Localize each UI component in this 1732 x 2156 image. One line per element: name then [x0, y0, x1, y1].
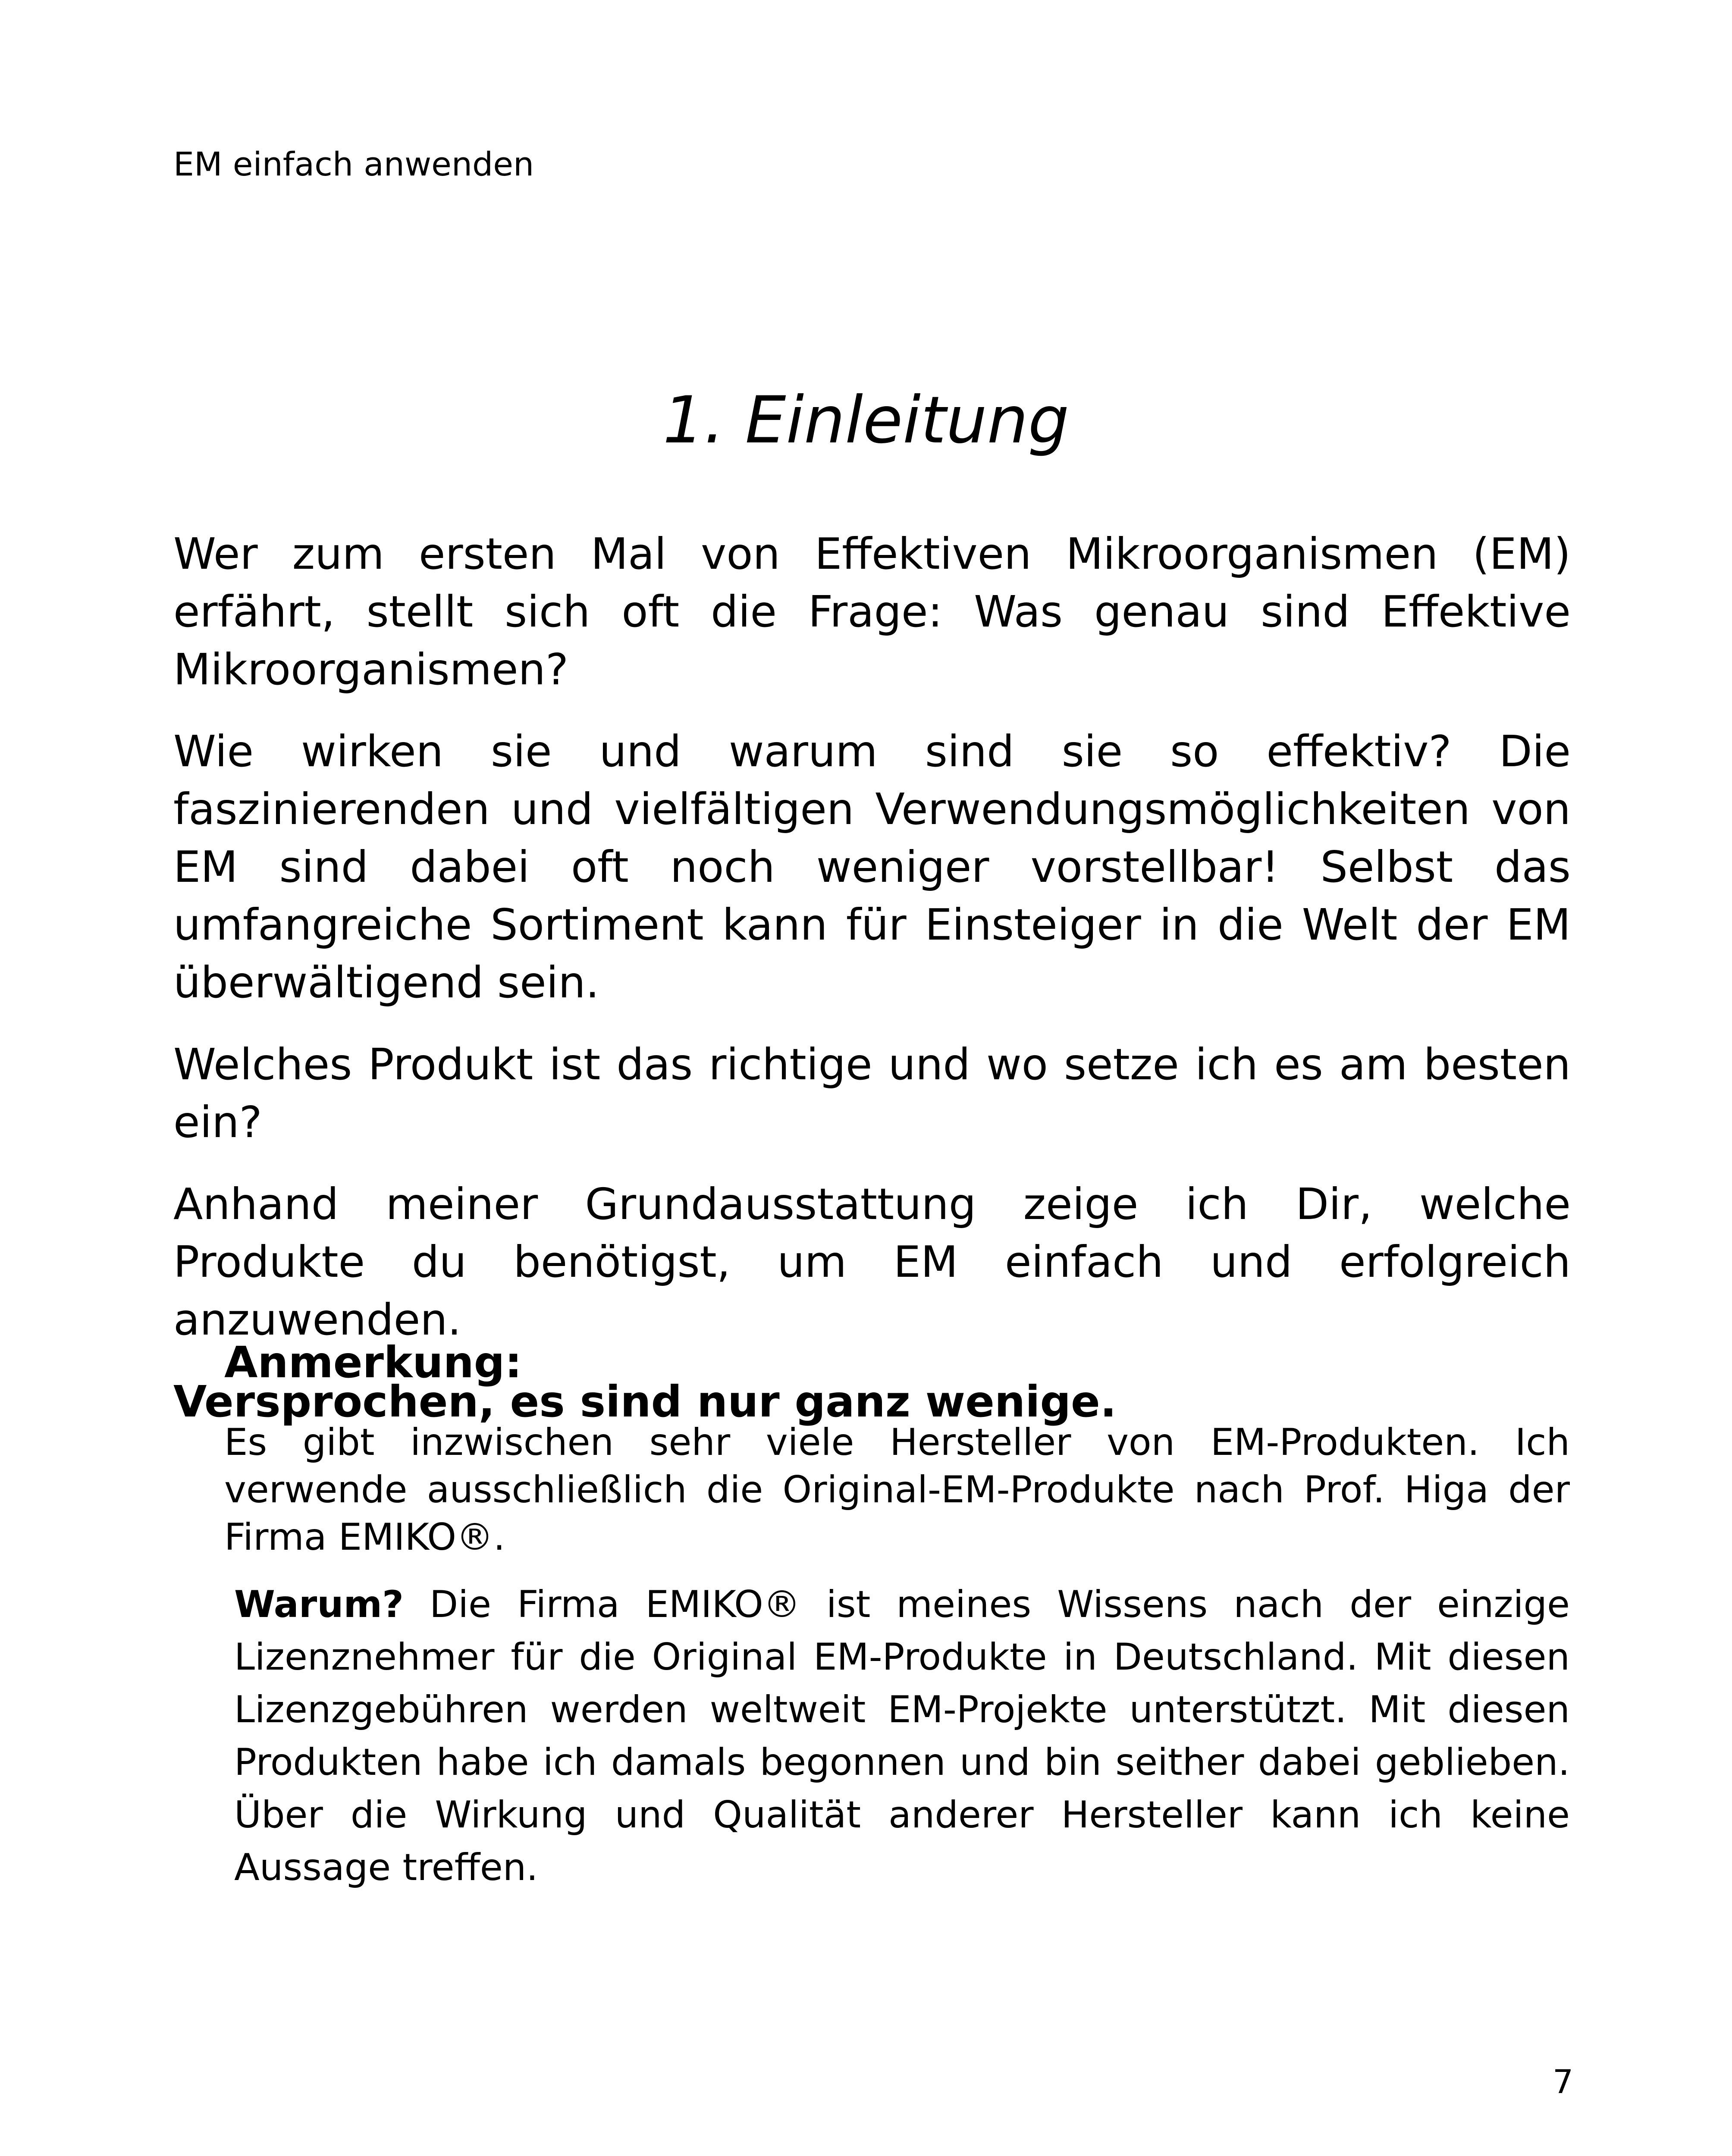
body-text	[173, 525, 1571, 1431]
note-heading: Anmerkung:	[224, 1337, 522, 1388]
paragraph-intro: Wer zum ersten Mal von Effektiven Mikroorganismen (EM) erfährt, stellt sich oft die Frage: Was genau sind Effektive Mikroorganismen?	[173, 529, 1571, 695]
paragraph-which-product: Welches Produkt ist das richtige und wo setze ich es am besten ein?	[173, 1039, 1571, 1147]
why-label: Warum?	[234, 1583, 404, 1626]
chapter-title: 1. Einleitung	[662, 383, 1070, 458]
running-header: EM einfach anwenden	[173, 145, 534, 183]
promise-statement: Versprochen, es sind nur ganz wenige.	[173, 1376, 1117, 1427]
paragraph-effects: Wie wirken sie und warum sind sie so effektiv? Die faszinierenden und vielfältigen Verwendungsmöglichkeiten von EM sind dabei oft noch weniger vorstellbar! Selbst das umfangreiche Sortiment kann für Einsteiger in die Welt der EM überwältigend sein.	[173, 726, 1571, 1008]
why-paragraph	[234, 1578, 1570, 1894]
note-text: Es gibt inzwischen sehr viele Hersteller von EM-Produkten. Ich verwende ausschließlich die Original-EM-Produkte nach Prof. Higa der Firma EMIKO®.	[224, 1421, 1570, 1559]
why-text: Die Firma EMIKO® ist meines Wissens nach der einzige Lizenznehmer für die Original EM-Produkte in Deutschland. Mit diesen Lizenzgebühren werden weltweit EM-Projekte unterstützt. Mit diesen Produkten habe ich damals begonnen und bin seither dabei geblieben. Über die Wirkung und Qualität anderer Hersteller kann ich keine Aussage treffen.	[234, 1583, 1570, 1889]
page-number: 7	[1553, 2062, 1574, 2101]
paragraph-basic-equipment: Anhand meiner Grundausstattung zeige ich Dir, welche Produkte du benötigst, um EM einfach und erfolgreich anzuwenden.	[173, 1179, 1571, 1345]
